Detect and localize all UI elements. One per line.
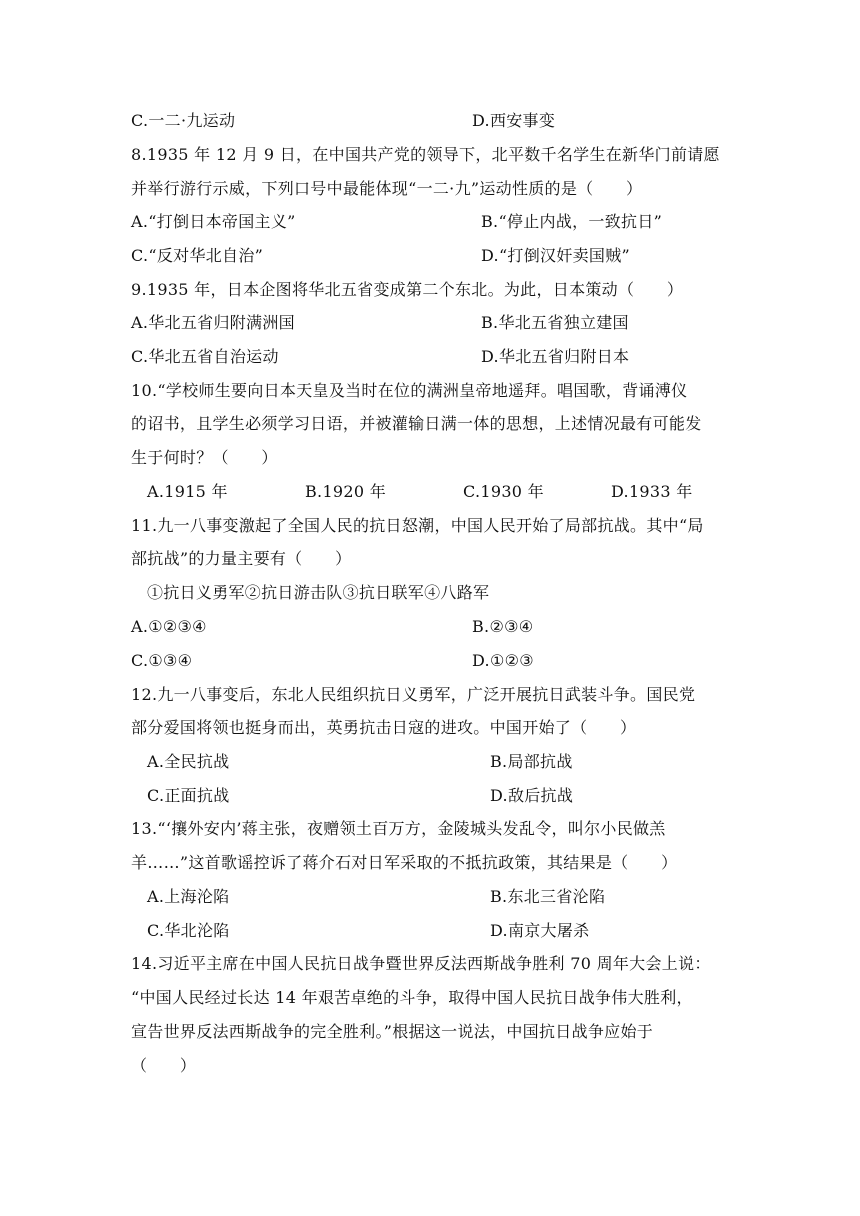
q12-stem-line-1: 12.九一八事变后，东北人民组织抗日义勇军，广泛开展抗日武装斗争。国民党 — [131, 685, 696, 704]
q13-stem-line-1: 13.“‘攘外安内’蒋主张，夜赠领土百万方，金陵城头发乱令，叫尔小民做羔 — [131, 819, 666, 838]
q10-option-c: C.1930 年 — [463, 482, 544, 501]
q13-option-a: A.上海沦陷 — [147, 887, 230, 906]
q11-option-c: C.①③④ — [131, 651, 193, 670]
q9-option-c: C.华北五省自治运动 — [131, 347, 279, 366]
q8-stem-line-2: 并举行游行示威，下列口号中最能体现“一二·九”运动性质的是（ ） — [131, 179, 643, 198]
q11-stem-line-1: 11.九一八事变激起了全国人民的抗日怒潮，中国人民开始了局部抗战。其中“局 — [131, 516, 704, 535]
q11-items: ①抗日义勇军②抗日游击队③抗日联军④八路军 — [147, 583, 490, 602]
q12-option-c: C.正面抗战 — [147, 786, 230, 805]
q12-stem-line-2: 部分爱国将领也挺身而出，英勇抗击日寇的进攻。中国开始了（ ） — [131, 718, 637, 737]
q13-option-d: D.南京大屠杀 — [490, 921, 590, 940]
q10-option-b: B.1920 年 — [305, 482, 387, 501]
q12-option-a: A.全民抗战 — [147, 752, 230, 771]
q14-stem-line-2: “中国人民经过长达 14 年艰苦卓绝的斗争，取得中国人民抗日战争伟大胜利， — [131, 988, 693, 1007]
q11-stem-line-2: 部抗战”的力量主要有（ ） — [131, 549, 352, 568]
q7-option-c: C.一二·九运动 — [131, 111, 236, 130]
q14-stem-line-4: （ ） — [131, 1056, 197, 1075]
q8-stem-line-1: 8.1935 年 12 月 9 日，在中国共产党的领导下，北平数千名学生在新华门前请愿 — [131, 145, 720, 164]
q13-stem-line-2: 羊……”这首歌谣控诉了蒋介石对日军采取的不抵抗政策，其结果是（ ） — [131, 853, 678, 872]
q10-stem-line-1: 10.“学校师生要向日本天皇及当时在位的满洲皇帝地遥拜。唱国歌，背诵溥仪 — [131, 381, 688, 400]
q9-option-d: D.华北五省归附日本 — [481, 347, 630, 366]
q13-option-b: B.东北三省沦陷 — [490, 887, 606, 906]
q11-option-b: B.②③④ — [472, 617, 534, 636]
q9-option-a: A.华北五省归附满洲国 — [131, 313, 295, 332]
q8-option-c: C.“反对华北自治” — [131, 246, 264, 265]
q8-option-b: B.“停止内战，一致抗日” — [481, 212, 663, 231]
q9-stem: 9.1935 年，日本企图将华北五省变成第二个东北。为此，日本策动（ ） — [131, 280, 684, 299]
q7-option-d: D.西安事变 — [472, 111, 556, 130]
q10-option-d: D.1933 年 — [611, 482, 693, 501]
q12-option-b: B.局部抗战 — [490, 752, 573, 771]
q12-option-d: D.敌后抗战 — [490, 786, 574, 805]
q8-option-d: D.“打倒汉奸卖国贼” — [481, 246, 631, 265]
q10-stem-line-2: 的诏书，且学生必须学习日语，并被灌输日满一体的思想，上述情况最有可能发 — [131, 414, 702, 433]
q11-option-d: D.①②③ — [472, 651, 534, 670]
q9-option-b: B.华北五省独立建国 — [481, 313, 629, 332]
q14-stem-line-3: 宣告世界反法西斯战争的完全胜利。”根据这一说法，中国抗日战争应始于 — [131, 1022, 654, 1041]
q14-stem-line-1: 14.习近平主席在中国人民抗日战争暨世界反法西斯战争胜利 70 周年大会上说： — [131, 954, 711, 973]
q10-option-a: A.1915 年 — [147, 482, 228, 501]
q11-option-a: A.①②③④ — [131, 617, 207, 636]
q10-stem-line-3: 生于何时？（ ） — [131, 448, 278, 467]
q13-option-c: C.华北沦陷 — [147, 921, 230, 940]
q8-option-a: A.“打倒日本帝国主义” — [131, 212, 296, 231]
